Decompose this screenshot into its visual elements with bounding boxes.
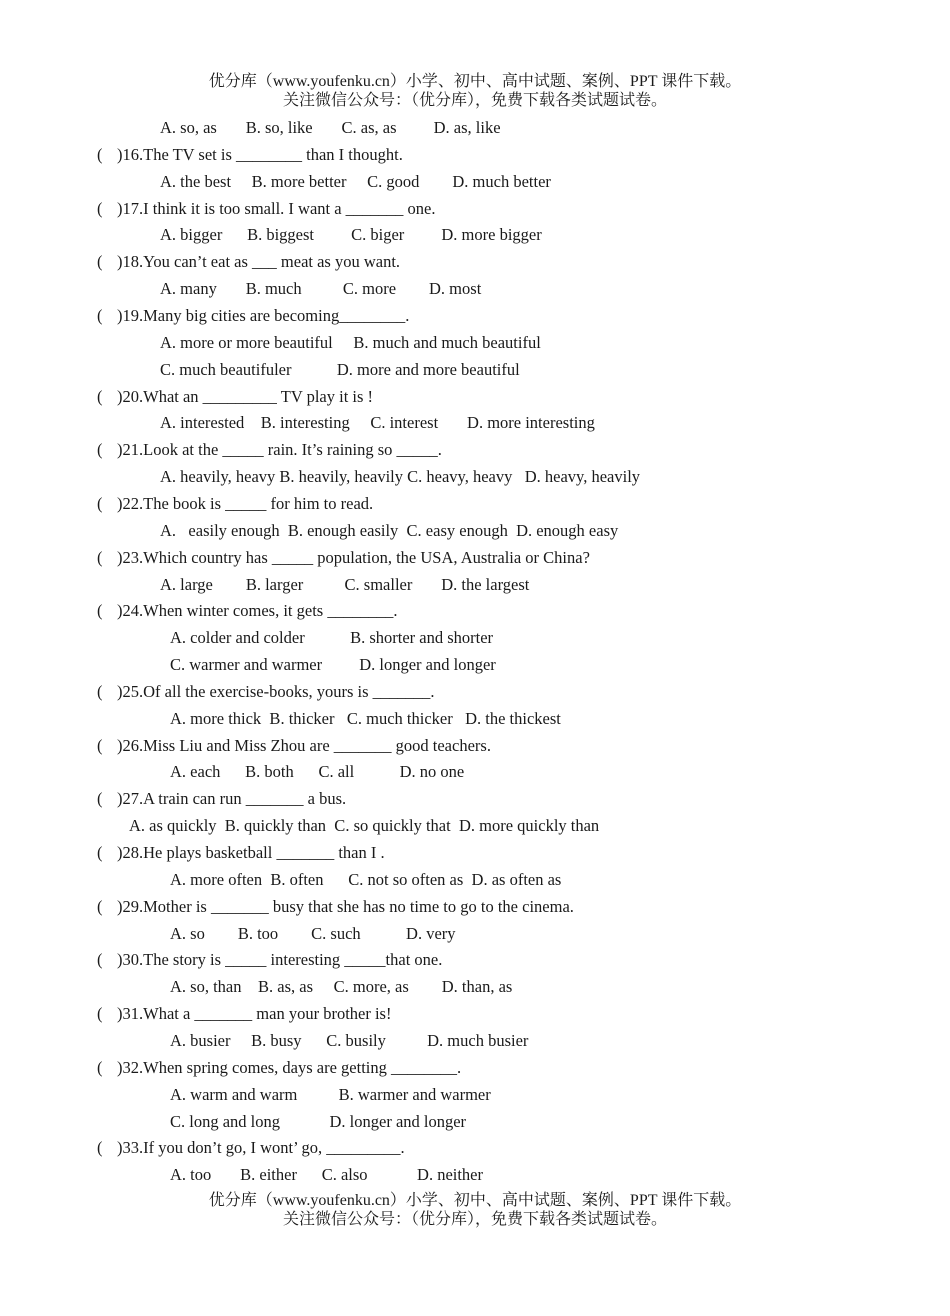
question-text: )33.If you don’t go, I wont’ go, _________. — [117, 1138, 405, 1158]
answer-blank: ( — [97, 843, 103, 862]
options-line: A. colder and colder B. shorter and shorter — [170, 628, 494, 648]
answer-blank: ( — [97, 440, 103, 460]
answer-blank: ( — [97, 896, 103, 916]
question-line — [97, 145, 403, 165]
options-line: A. as quickly B. quickly than C. so quickly that D. more quickly than — [129, 816, 600, 836]
question-text: )29.Mother is _______ busy that she has no time to go to the cinema. — [117, 896, 574, 916]
answer-blank: ( — [97, 735, 103, 755]
header-line-1: 优分库（www.youfenku.cn）小学、初中、高中试题、案例、PPT 课件下载。 — [208, 73, 742, 90]
options-line: A. so, as B. so, like C. as, as D. as, like — [160, 118, 501, 137]
options-line: A. busier B. busy C. busily D. much busier — [170, 1030, 529, 1050]
question-line — [97, 252, 400, 272]
footer-line-2: 关注微信公众号：（优分库），免费下载各类试题试卷。 — [282, 1211, 667, 1228]
question-line — [97, 1138, 405, 1158]
answer-blank: ( — [97, 252, 103, 272]
options-line: A. heavily, heavy B. heavily, heavily C. heavy, heavy D. heavy, heavily — [160, 467, 641, 487]
question-text: )31.What a _______ man your brother is! — [117, 1004, 392, 1024]
answer-blank: ( — [97, 1004, 103, 1024]
question-line — [97, 789, 346, 809]
options-line: A. many B. much C. more D. most — [160, 279, 482, 299]
question-text: )22.The book is _____ for him to read. — [117, 493, 374, 513]
question-line — [97, 494, 373, 514]
question-line — [97, 440, 442, 460]
question-text: )21.Look at the _____ rain. It’s raining so _____. — [117, 440, 442, 460]
options-line: A. more or more beautiful B. much and much beautiful — [160, 332, 541, 352]
options-line: A. more often B. often C. not so often as D. as often as — [170, 869, 562, 889]
question-line — [97, 306, 409, 326]
question-text: )32.When spring comes, days are getting ________. — [117, 1057, 462, 1077]
options-line: C. warmer and warmer D. longer and longer — [170, 655, 496, 674]
header-line-2: 关注微信公众号：（优分库），免费下载各类试题试卷。 — [282, 92, 667, 109]
question-line — [97, 682, 435, 702]
question-text: )26.Miss Liu and Miss Zhou are _______ good teachers. — [117, 735, 491, 755]
question-line — [97, 1058, 461, 1078]
options-line: A. warm and warm B. warmer and warmer — [170, 1084, 491, 1104]
question-line — [97, 736, 491, 756]
question-text: )24.When winter comes, it gets ________. — [117, 601, 398, 621]
options-line: A. the best B. more better C. good D. much better — [160, 171, 551, 191]
options-line: A. easily enough B. enough easily C. easy enough D. enough easy — [160, 520, 619, 540]
options-line: C. long and long D. longer and longer — [170, 1111, 467, 1131]
answer-blank: ( — [97, 306, 103, 325]
question-text: )25.Of all the exercise-books, yours is _______. — [117, 681, 435, 701]
question-text: )28.He plays basketball _______ than I . — [117, 843, 385, 862]
question-text: )17.I think it is too small. I want a _______ one. — [117, 198, 436, 218]
answer-blank: ( — [97, 950, 103, 970]
question-line — [97, 601, 397, 621]
question-text: )18.You can’t eat as ___ meat as you want. — [117, 252, 401, 272]
answer-blank: ( — [97, 144, 103, 164]
answer-blank: ( — [97, 198, 103, 218]
question-line — [97, 897, 574, 917]
options-line: A. large B. larger C. smaller D. the largest — [160, 574, 530, 594]
answer-blank: ( — [97, 681, 103, 701]
answer-blank: ( — [97, 547, 103, 567]
question-text: )19.Many big cities are becoming________. — [117, 306, 410, 325]
options-line: A. each B. both C. all D. no one — [170, 762, 465, 782]
answer-blank: ( — [97, 1138, 103, 1158]
question-line — [97, 843, 385, 863]
question-line — [97, 548, 590, 568]
question-text: )20.What an _________ TV play it is ! — [117, 386, 374, 406]
answer-blank: ( — [97, 789, 103, 809]
question-text: )30.The story is _____ interesting _____that one. — [117, 950, 443, 970]
question-text: )23.Which country has _____ population, the USA, Australia or China? — [117, 547, 590, 567]
question-line — [97, 387, 373, 407]
question-line — [97, 199, 436, 219]
answer-blank: ( — [97, 1057, 103, 1077]
options-line: A. too B. either C. also D. neither — [170, 1165, 484, 1185]
answer-blank: ( — [97, 601, 103, 621]
options-line: A. bigger B. biggest C. biger D. more bigger — [160, 225, 542, 245]
question-text: )16.The TV set is ________ than I thought. — [117, 144, 403, 164]
answer-blank: ( — [97, 386, 103, 406]
question-text: )27.A train can run _______ a bus. — [117, 789, 347, 809]
options-line: A. so, than B. as, as C. more, as D. than, as — [170, 977, 513, 997]
options-line: A. more thick B. thicker C. much thicker D. the thickest — [170, 708, 561, 728]
question-line — [97, 1004, 391, 1024]
footer-line-1: 优分库（www.youfenku.cn）小学、初中、高中试题、案例、PPT 课件下载。 — [208, 1192, 742, 1209]
answer-blank: ( — [97, 493, 103, 513]
options-line: A. interested B. interesting C. interest D. more interesting — [160, 413, 595, 433]
options-line: A. so B. too C. such D. very — [170, 923, 456, 943]
question-line — [97, 950, 442, 970]
options-line: C. much beautifuler D. more and more beautiful — [160, 359, 520, 379]
